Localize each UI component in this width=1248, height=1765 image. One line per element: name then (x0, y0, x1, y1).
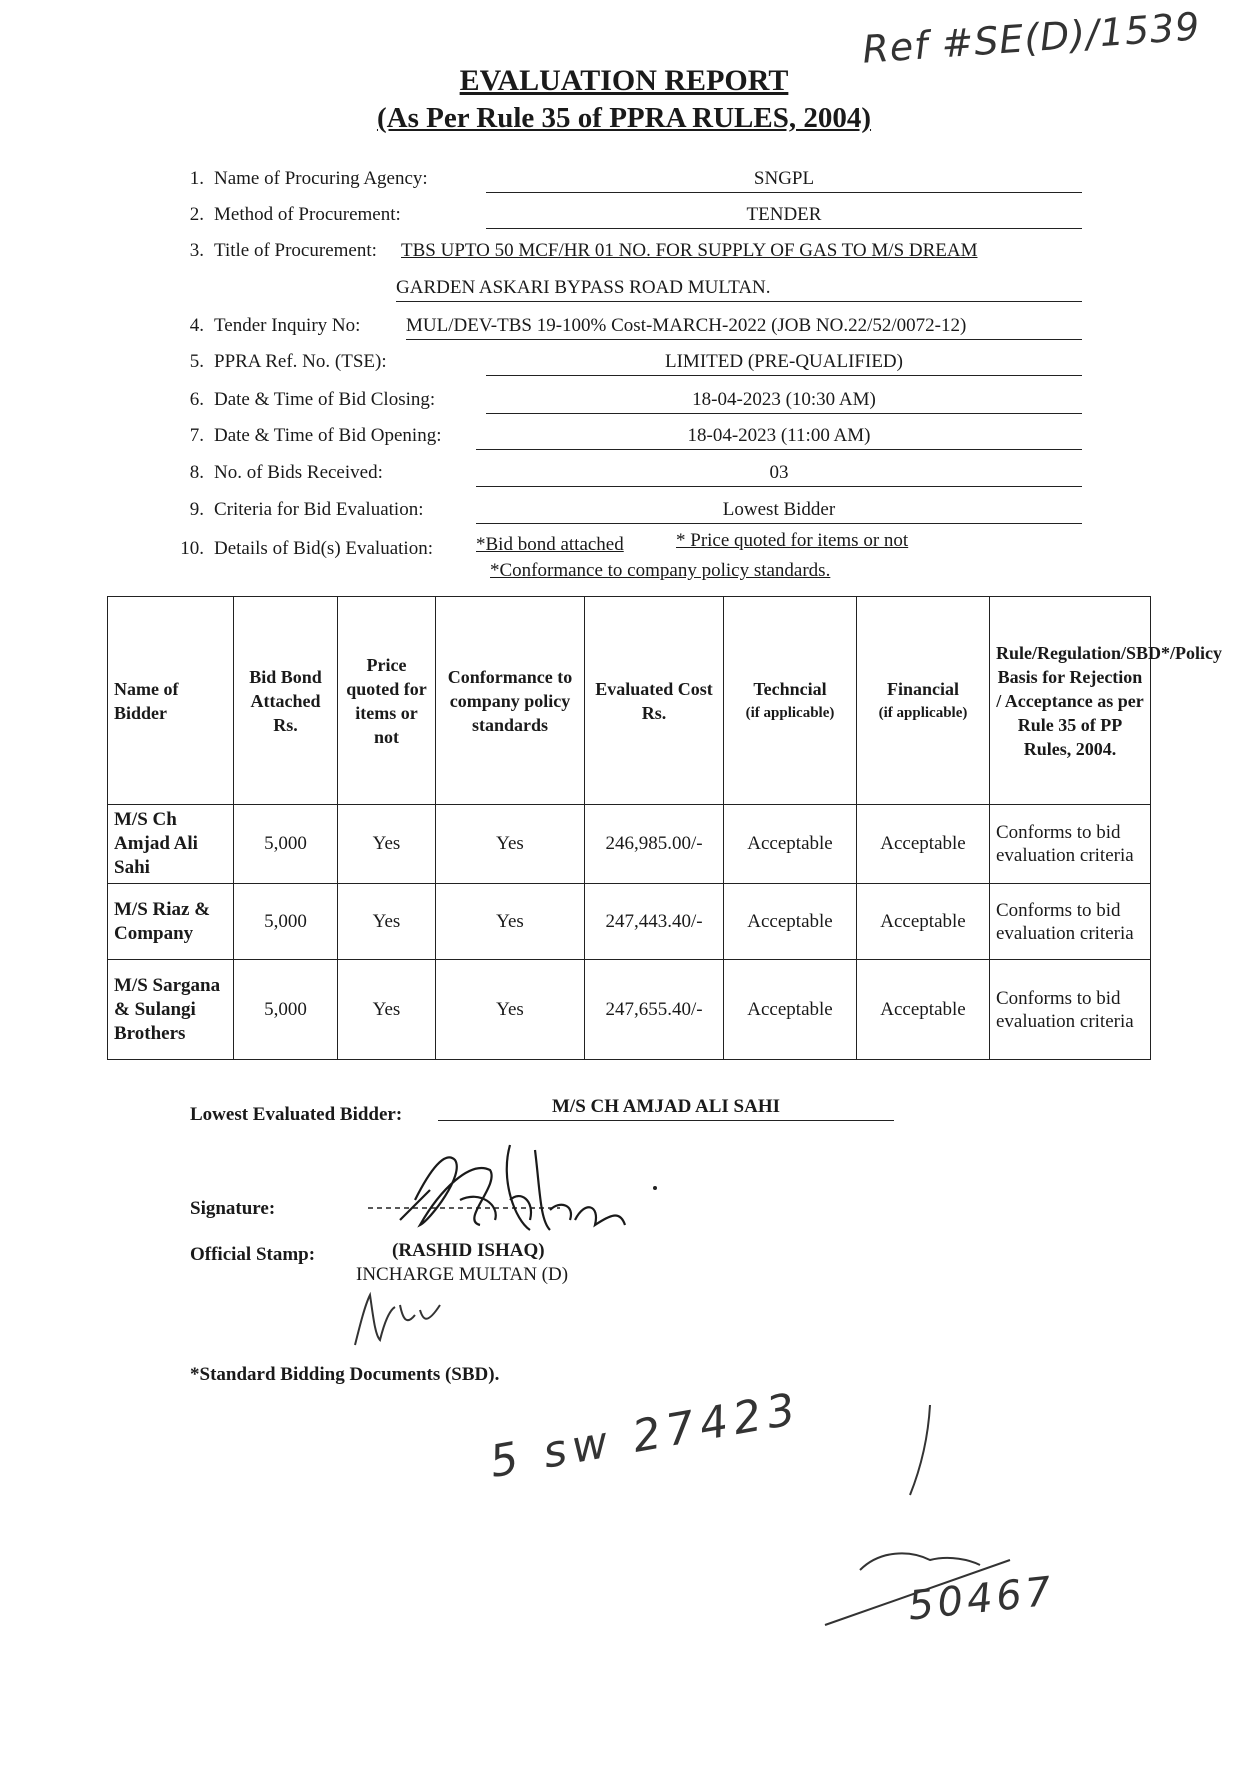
field-criteria (178, 499, 1098, 531)
footnote: *Standard Bidding Documents (SBD). (190, 1364, 500, 1385)
header-name-of-bidder: Name of Bidder (108, 597, 234, 805)
field-label: No. of Bids Received: (214, 462, 383, 483)
table-header-row (108, 597, 1151, 805)
field-value: 18-04-2023 (11:00 AM) (476, 425, 1082, 450)
field-label: Tender Inquiry No: (214, 315, 361, 336)
bid-bond: 5,000 (234, 884, 338, 960)
field-number: 5. (189, 351, 204, 372)
conformance: Yes (436, 884, 585, 960)
field-value: SNGPL (486, 168, 1082, 193)
table-row (108, 884, 1151, 960)
evaluated-cost: 247,443.40/- (585, 884, 724, 960)
lowest-bidder-label: Lowest Evaluated Bidder: (190, 1104, 403, 1125)
bidder-name: M/S Riaz & Company (108, 884, 234, 960)
field-number: 1. (189, 168, 204, 189)
financial: Acceptable (857, 960, 990, 1060)
lowest-bidder-value: M/S CH AMJAD ALI SAHI (438, 1096, 894, 1121)
stamp-name: (RASHID ISHAQ) (392, 1240, 545, 1261)
field-number: 7. (189, 425, 204, 446)
bid-bond: 5,000 (234, 960, 338, 1060)
field-label: Date & Time of Bid Closing: (214, 389, 436, 410)
field-bid-opening (178, 425, 1098, 457)
field-tender-inquiry (178, 315, 1098, 347)
field-value: LIMITED (PRE-QUALIFIED) (486, 351, 1082, 376)
field-number: 2. (189, 204, 204, 225)
evaluated-cost: 246,985.00/- (585, 805, 724, 884)
field-ppra-ref (178, 351, 1098, 383)
header-conformance: Conformance to company policy standards (436, 597, 585, 805)
field-bid-closing (178, 389, 1098, 421)
field-number: 10. (180, 538, 204, 559)
page-subtitle: (As Per Rule 35 of PPRA RULES, 2004) (376, 102, 872, 134)
price-quoted: Yes (338, 960, 436, 1060)
financial: Acceptable (857, 884, 990, 960)
field-details-continued (178, 560, 1098, 592)
header-price-quoted: Price quoted for items or not (338, 597, 436, 805)
header-financial-sub: (if applicable) (878, 704, 968, 721)
rule-basis: Conforms to bid evaluation criteria (990, 805, 1151, 884)
signature-label: Signature: (190, 1198, 276, 1219)
field-number: 4. (189, 315, 204, 336)
field-title-continued (178, 277, 1098, 309)
header-evaluated-cost: Evaluated Cost Rs. (585, 597, 724, 805)
bid-evaluation-table (107, 596, 1223, 1060)
field-procuring-agency (178, 168, 1098, 200)
table-row (108, 805, 1151, 884)
field-value: TENDER (486, 204, 1082, 229)
header-technical-label: Techncial (753, 678, 827, 699)
field-value: * Price quoted for items or not (676, 530, 909, 551)
field-label: Title of Procurement: (214, 240, 377, 261)
field-label: Name of Procuring Agency: (214, 168, 428, 189)
initials-icon (345, 1285, 455, 1355)
technical: Acceptable (724, 805, 857, 884)
field-bids-received (178, 462, 1098, 494)
field-title-of-procurement (178, 240, 1098, 272)
field-number: 8. (189, 462, 204, 483)
field-method (178, 204, 1098, 236)
official-stamp-label: Official Stamp: (190, 1244, 316, 1265)
field-value: GARDEN ASKARI BYPASS ROAD MULTAN. (396, 277, 1082, 302)
header-financial (857, 597, 990, 805)
field-number: 9. (189, 499, 204, 520)
field-label: PPRA Ref. No. (TSE): (214, 351, 387, 372)
bidder-name: M/S Ch Amjad Ali Sahi (108, 805, 234, 884)
page-title: EVALUATION REPORT (459, 64, 789, 97)
price-quoted: Yes (338, 805, 436, 884)
financial: Acceptable (857, 805, 990, 884)
technical: Acceptable (724, 884, 857, 960)
field-label: Method of Procurement: (214, 204, 401, 225)
field-number: 6. (189, 389, 204, 410)
handwritten-reference: Ref #SE(D)/1539 (860, 4, 1202, 72)
price-quoted: Yes (338, 884, 436, 960)
stamp-title: INCHARGE MULTAN (D) (356, 1264, 569, 1285)
handwritten-number: 50467 (905, 1568, 1058, 1630)
field-value: *Bid bond attached (476, 534, 624, 555)
field-label: Date & Time of Bid Opening: (214, 425, 442, 446)
header-financial-label: Financial (886, 678, 959, 699)
field-value: Lowest Bidder (476, 499, 1082, 524)
strikethrough-scribble-icon (820, 1530, 1020, 1630)
field-value: TBS UPTO 50 MCF/HR 01 NO. FOR SUPPLY OF GAS TO M/S DREAM (401, 240, 978, 261)
header-bid-bond: Bid Bond Attached Rs. (234, 597, 338, 805)
field-value: 03 (476, 462, 1082, 487)
bid-bond: 5,000 (234, 805, 338, 884)
table-row (108, 960, 1151, 1060)
evaluated-cost: 247,655.40/- (585, 960, 724, 1060)
technical: Acceptable (724, 960, 857, 1060)
rule-basis: Conforms to bid evaluation criteria (990, 960, 1151, 1060)
field-value: MUL/DEV-TBS 19-100% Cost-MARCH-2022 (JOB NO.22/52/0072-12) (406, 315, 1082, 340)
field-value: *Conformance to company policy standards. (490, 560, 831, 581)
conformance: Yes (436, 805, 585, 884)
rule-basis: Conforms to bid evaluation criteria (990, 884, 1151, 960)
pen-stroke-icon (900, 1400, 940, 1500)
field-number: 3. (189, 240, 204, 261)
header-technical (724, 597, 857, 805)
header-rule-basis: Rule/Regulation/SBD*/Policy Basis for Rejection / Acceptance as per Rule 35 of PP Rules, 2004. (990, 597, 1151, 805)
header-technical-sub: (if applicable) (745, 704, 835, 721)
field-value: 18-04-2023 (10:30 AM) (486, 389, 1082, 414)
field-label: Criteria for Bid Evaluation: (214, 499, 424, 520)
handwritten-note: 5 sw 27423 (485, 1383, 805, 1488)
bidder-name: M/S Sargana & Sulangi Brothers (108, 960, 234, 1060)
conformance: Yes (436, 960, 585, 1060)
field-label: Details of Bid(s) Evaluation: (214, 538, 433, 559)
